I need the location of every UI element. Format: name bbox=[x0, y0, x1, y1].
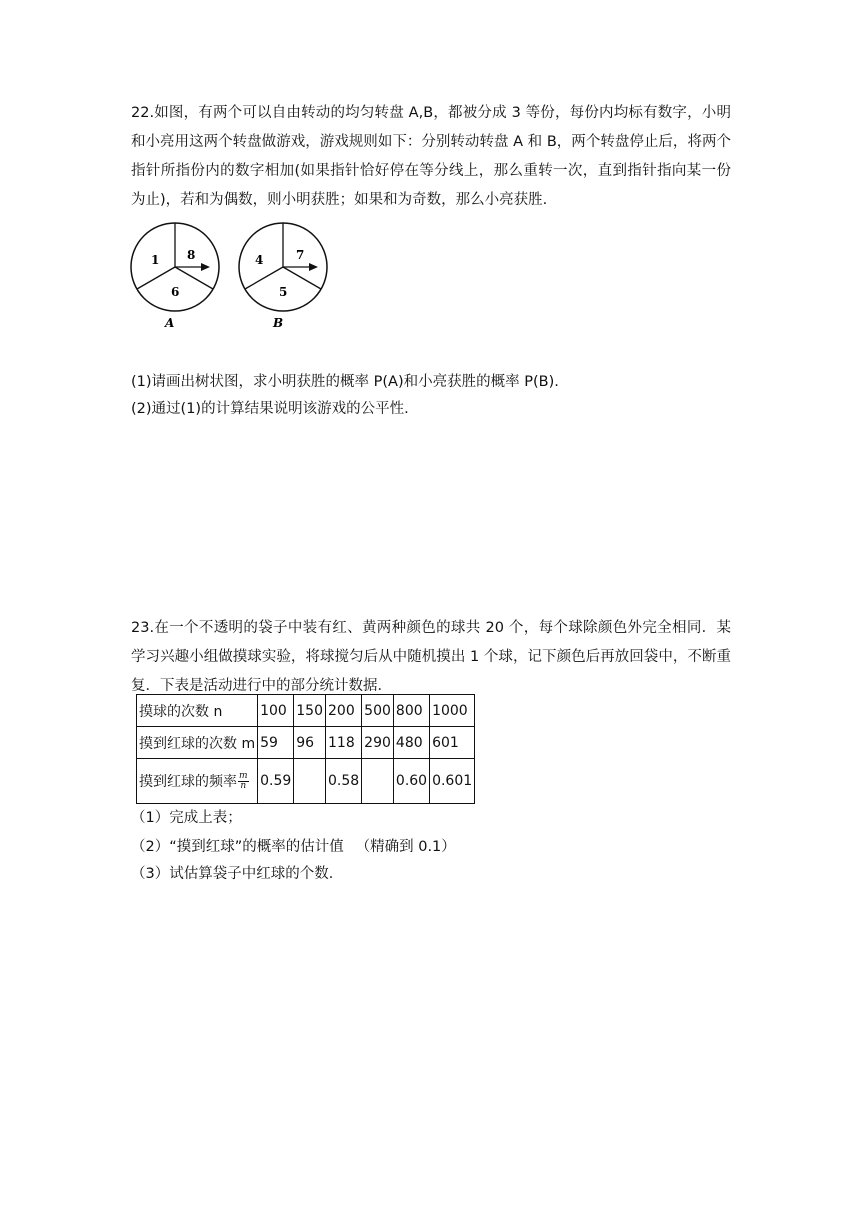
question-23-sub-1: （1）完成上表； bbox=[131, 810, 242, 826]
spinner-a-number-3: 6 bbox=[171, 285, 180, 299]
table-cell: 150 bbox=[294, 695, 326, 727]
table-row bbox=[137, 695, 475, 727]
spinner-b bbox=[239, 223, 327, 330]
spinner-a-number-2: 8 bbox=[187, 248, 196, 262]
table-cell: 1000 bbox=[430, 695, 475, 727]
row-header-red-frequency-label: 摸到红球的频率 bbox=[139, 773, 237, 790]
table-cell: 290 bbox=[362, 727, 394, 759]
fraction-denominator: n bbox=[240, 781, 247, 792]
table-cell: 96 bbox=[294, 727, 326, 759]
table-cell: 480 bbox=[393, 727, 429, 759]
table-row bbox=[137, 727, 475, 759]
question-23-sub-2: （2）“摸到红球”的概率的估计值 （精确到 0.1） bbox=[131, 839, 456, 855]
experiment-table bbox=[136, 694, 475, 804]
table-row bbox=[137, 759, 475, 804]
spinner-b-label: B bbox=[273, 316, 284, 330]
table-cell: 0.60 bbox=[393, 759, 429, 804]
spinner-figure bbox=[125, 217, 340, 335]
table-cell: 800 bbox=[393, 695, 429, 727]
question-23-text: 23.在一个不透明的袋子中装有红、黄两种颜色的球共 20 个，每个球除颜色外完全相同．某学习兴趣小组做摸球实验，将球搅匀后从中随机摸出 1 个球，记下颜色后再放回袋中，不断重复．下表是活动进行中的部分统计数据． bbox=[131, 620, 731, 694]
fraction-m-over-n bbox=[238, 772, 249, 791]
row-header-red-frequency bbox=[137, 759, 258, 804]
question-22-text: 22.如图，有两个可以自由转动的均匀转盘 A,B，都被分成 3 等份，每份内均标有数字，小明和小亮用这两个转盘做游戏，游戏规则如下：分别转动转盘 A 和 B，两个转盘停止后，将两个指针所指份内的数字相加(如果指针恰好停在等分线上，那么重转一次，直到指针指向某一份为止)，若和为偶数，则小明获胜；如果和为奇数，那么小亮获胜. bbox=[131, 105, 731, 208]
table-cell: 0.601 bbox=[430, 759, 475, 804]
table-cell-blank bbox=[362, 759, 394, 804]
spinner-b-number-3: 5 bbox=[279, 285, 288, 299]
table-cell: 500 bbox=[362, 695, 394, 727]
table-cell-blank bbox=[294, 759, 326, 804]
spinner-a-number-1: 1 bbox=[151, 253, 160, 267]
table-cell: 0.59 bbox=[258, 759, 294, 804]
fraction-numerator: m bbox=[239, 771, 248, 782]
table-cell: 200 bbox=[326, 695, 362, 727]
question-22-part-1: (1)请画出树状图，求小明获胜的概率 P(A)和小亮获胜的概率 P(B). bbox=[131, 374, 559, 390]
row-header-red-count: 摸到红球的次数 m bbox=[137, 727, 258, 759]
spinner-a-label: A bbox=[165, 316, 175, 330]
question-22-part-2: (2)通过(1)的计算结果说明该游戏的公平性. bbox=[131, 401, 409, 417]
table-cell: 601 bbox=[430, 727, 475, 759]
table-cell: 0.58 bbox=[326, 759, 362, 804]
row-header-draws: 摸球的次数 n bbox=[137, 695, 258, 727]
spinner-b-number-1: 4 bbox=[255, 253, 264, 267]
table-cell: 118 bbox=[326, 727, 362, 759]
table-cell: 59 bbox=[258, 727, 294, 759]
spinner-a bbox=[131, 223, 219, 330]
question-23-sub-3: （3）试估算袋子中红球的个数． bbox=[131, 866, 344, 882]
table-cell: 100 bbox=[258, 695, 294, 727]
spinner-b-number-2: 7 bbox=[296, 248, 305, 262]
